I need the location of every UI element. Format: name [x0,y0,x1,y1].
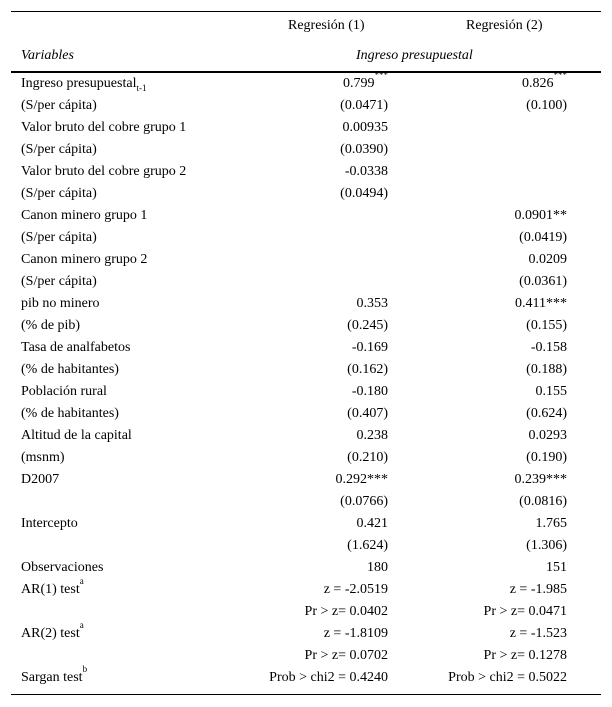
header-dependent-variable: Ingreso presupuestal [356,48,473,63]
table-row [11,183,601,205]
regression-1-value: (0.0390) [340,142,388,157]
regression-1-value: -0.0338 [344,164,388,179]
significance-stars: *** [553,70,567,81]
regression-1-value: Pr > z= 0.0402 [304,604,388,619]
row-label: Tasa de analfabetos [21,340,131,355]
row-label: (% de habitantes) [21,362,119,377]
table-row [11,227,601,249]
table-row [11,620,601,645]
regression-1-value: 0.421 [356,516,388,531]
regression-1-value: 0.238 [356,428,388,443]
row-label: (S/per cápita) [21,274,97,289]
row-label: pib no minero [21,296,100,311]
table-row [11,337,601,359]
label-footnote-mark: a [79,620,84,631]
regression-2-value: (0.155) [526,318,567,333]
row-label: (% de habitantes) [21,406,119,421]
table-row [11,469,601,491]
table-row [11,271,601,293]
table-row [11,601,601,623]
row-label: (S/per cápita) [21,186,97,201]
row-label: Población rural [21,384,107,399]
table-row [11,359,601,381]
regression-1-value: -0.169 [351,340,388,355]
table-row [11,161,601,183]
table-row [11,70,601,95]
table-row [11,315,601,337]
table-row [11,249,601,271]
regression-1-value: 180 [367,560,388,575]
regression-2-value: (0.100) [526,98,567,113]
row-label: Intercepto [21,516,78,531]
table-row [11,139,601,161]
row-label: (S/per cápita) [21,230,97,245]
regression-2-value: (0.0816) [519,494,567,509]
table-row [11,293,601,315]
regression-2-value: 0.0293 [528,428,567,443]
row-label: Valor bruto del cobre grupo 2 [21,164,187,179]
table-row [11,535,601,557]
regression-1-value: (0.407) [347,406,388,421]
regression-2-value: (0.190) [526,450,567,465]
table-row [11,491,601,513]
bottom-rule [11,694,601,695]
regression-1-value: -0.180 [351,384,388,399]
row-label: Observaciones [21,560,104,575]
regression-1-value: (0.0766) [340,494,388,509]
regression-2-value: Pr > z= 0.1278 [483,648,567,663]
header-variables: Variables [21,48,74,63]
regression-2-value: (0.188) [526,362,567,377]
header-regression-2: Regresión (2) [466,18,543,33]
regression-2-value: (0.0361) [519,274,567,289]
regression-2-value: 0.239*** [514,472,567,487]
regression-2-value: 0.0901** [514,208,567,223]
table-row [11,205,601,227]
regression-1-value: Pr > z= 0.0702 [304,648,388,663]
table-row [11,664,601,689]
label-footnote-mark: a [79,576,84,587]
regression-1-value: Prob > chi2 = 0.4240 [269,670,388,685]
regression-1-value: 0.00935 [342,120,388,135]
row-label: D2007 [21,472,60,487]
regression-2-value: Pr > z= 0.0471 [483,604,567,619]
regression-1-value: z = -2.0519 [323,582,388,597]
regression-2-value: z = -1.985 [509,582,567,597]
regression-2-value: 0.155 [535,384,567,399]
row-label: (S/per cápita) [21,98,97,113]
regression-1-value: (1.624) [347,538,388,553]
regression-2-value: -0.158 [530,340,567,355]
row-label: (msnm) [21,450,65,465]
regression-2-value: 0.826*** [522,70,567,91]
regression-2-value: 0.0209 [528,252,567,267]
table-row [11,117,601,139]
regression-1-value: (0.162) [347,362,388,377]
regression-2-value: (0.0419) [519,230,567,245]
regression-2-value: Prob > chi2 = 0.5022 [448,670,567,685]
table-row [11,447,601,469]
table-row [11,576,601,601]
row-label: AR(2) test$^a$ [21,620,84,641]
row-label: Canon minero grupo 2 [21,252,148,267]
table-row [11,381,601,403]
regression-1-value: z = -1.8109 [323,626,388,641]
row-label: Sargan test$^b$ [21,664,88,685]
table-row [11,425,601,447]
label-subscript: t-1 [136,82,147,93]
regression-2-value: (1.306) [526,538,567,553]
table-row [11,513,601,535]
table-row [11,403,601,425]
regression-2-value: 1.765 [535,516,567,531]
regression-2-value: 0.411*** [515,296,567,311]
regression-1-value: 0.799*** [343,70,388,91]
top-rule [11,11,601,12]
regression-1-value: (0.210) [347,450,388,465]
row-label: Canon minero grupo 1 [21,208,148,223]
row-label: AR(1) test$^a$ [21,576,84,597]
regression-1-value: (0.0494) [340,186,388,201]
table-row [11,95,601,117]
regression-2-value: 151 [546,560,567,575]
regression-2-value: z = -1.523 [509,626,567,641]
table-row [11,557,601,579]
regression-1-value: (0.0471) [340,98,388,113]
regression-1-value: (0.245) [347,318,388,333]
row-label: Valor bruto del cobre grupo 1 [21,120,187,135]
significance-stars: *** [374,70,388,81]
label-footnote-mark: b [82,664,88,675]
regression-2-value: (0.624) [526,406,567,421]
row-label: (S/per cápita) [21,142,97,157]
row-label: (% de pib) [21,318,81,333]
row-label: Altitud de la capital [21,428,132,443]
table-row [11,645,601,667]
row-label: Ingreso presupuestal$_{t-1}$ [21,76,147,93]
regression-1-value: 0.292*** [335,472,388,487]
regression-1-value: 0.353 [356,296,388,311]
header-regression-1: Regresión (1) [288,18,365,33]
